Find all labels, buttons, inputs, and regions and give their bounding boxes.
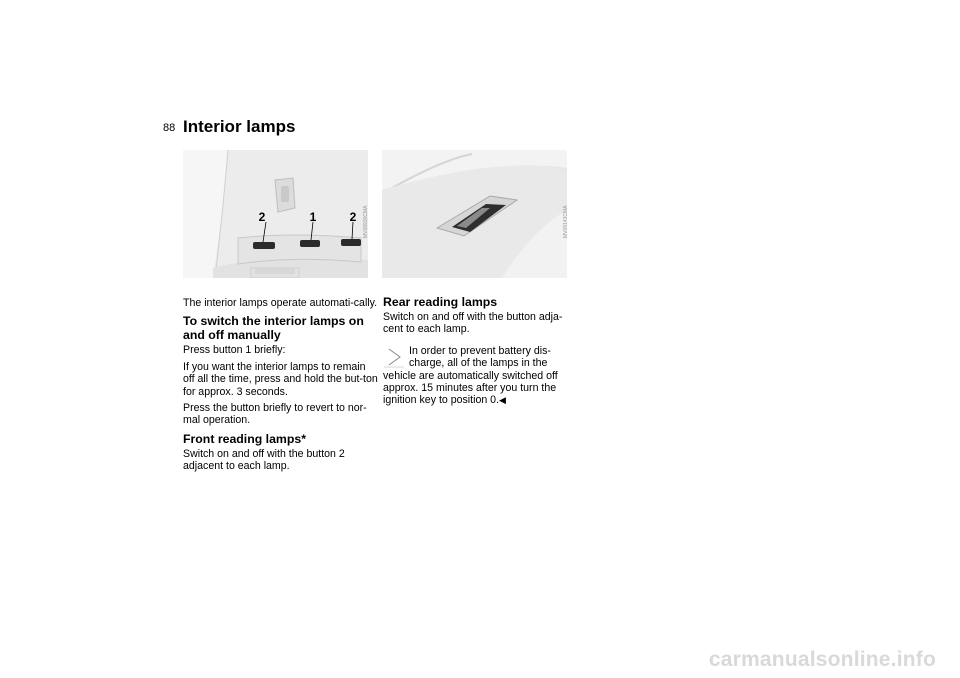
- note-text: vehicle are automatically switched off approx. 15 minutes after you turn the ignition key to position 0.: [383, 369, 558, 407]
- watermark: carmanualsonline.info: [708, 648, 936, 671]
- callout-2-right: 2: [349, 210, 357, 224]
- figure-code-2: MV09143CMA: [563, 205, 569, 238]
- button-2-left: [253, 242, 275, 249]
- paragraph: Press button 1 briefly:: [183, 344, 286, 357]
- button-1: [300, 240, 320, 247]
- callout-2-left: 2: [258, 210, 266, 224]
- page-title: Interior lamps: [183, 117, 296, 136]
- button-2-right: [341, 239, 361, 246]
- intro-text: The interior lamps operate automati-cally.: [183, 297, 378, 309]
- rear-lamp-figure: [382, 150, 567, 278]
- end-mark-icon: ◀: [499, 395, 506, 406]
- front-lamp-figure: [183, 150, 368, 278]
- right-column: [383, 295, 579, 407]
- left-column: [183, 297, 379, 477]
- paragraph: Press the button briefly to revert to nor-mal operation.: [183, 402, 367, 427]
- section-heading-manual: To switch the interior lamps on and off manually: [183, 314, 364, 343]
- note-box: [383, 345, 579, 407]
- note-lead: In order to prevent battery dis-charge, all of the lamps in the: [409, 344, 551, 370]
- paragraph: Switch on and off with the button adja-cent to each lamp.: [383, 311, 563, 336]
- paragraph: Switch on and off with the button 2 adjacent to each lamp.: [183, 447, 345, 473]
- section-heading-front-reading: Front reading lamps*: [183, 431, 306, 446]
- figure-code-1: MV09930CMA: [363, 205, 369, 238]
- callout-1: 1: [309, 210, 317, 224]
- page-number: 88: [163, 122, 176, 134]
- note-triangle-icon: [383, 346, 405, 368]
- section-heading-rear-reading: Rear reading lamps: [383, 295, 498, 309]
- paragraph: If you want the interior lamps to remain off all the time, press and hold the but-ton for approx. 3 seconds.: [183, 360, 378, 398]
